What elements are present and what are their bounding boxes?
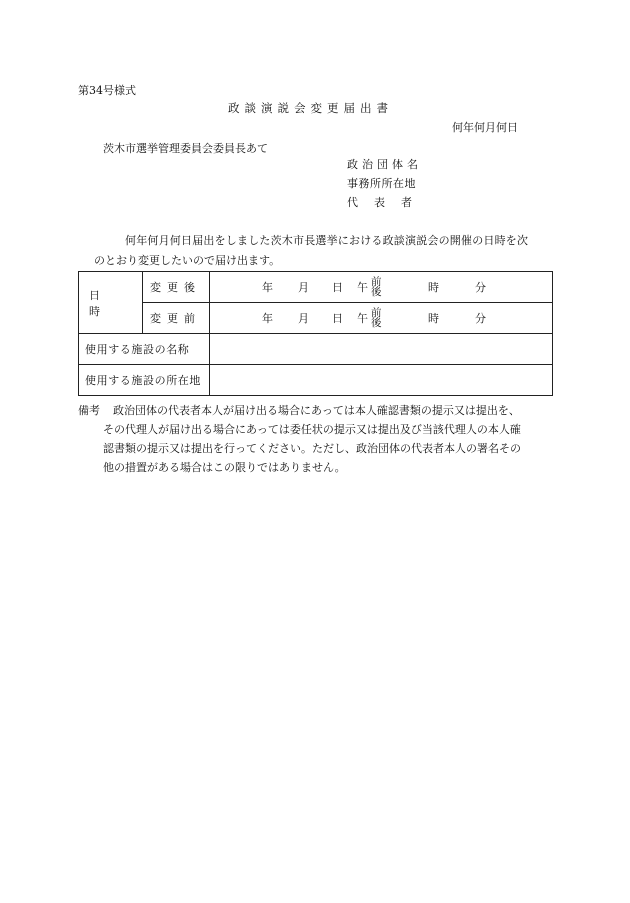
submission-date: 何年何月何日 [452,121,518,134]
body-text-line-1: 何年何月何日届出をしました茨木市長選挙における政談演説会の開催の日時を次 [125,234,529,247]
before-change-datetime-field[interactable] [210,303,553,334]
am-option[interactable]: 前 [371,307,382,319]
minute-unit: 分 [475,312,486,325]
remarks-line-2: その代理人が届け出る場合にあっては委任状の提示又は提出及び当該代理人の本人確 [103,423,521,436]
before-change-label: 変更前 [143,303,210,334]
minute-unit: 分 [475,281,486,294]
pm-option[interactable]: 後 [371,286,382,298]
remarks-line-4: 他の措置がある場合はこの限りではありません。 [103,461,346,474]
month-unit: 月 [298,312,309,325]
remarks-heading: 備考 [78,404,100,417]
document-title: 政談演説会変更届出書 [228,101,393,115]
month-unit: 月 [298,281,309,294]
form-number: 第34号様式 [78,84,136,97]
am-option[interactable]: 前 [371,276,382,288]
party-name-label: 政治団体名 [347,158,422,171]
facility-name-label: 使用する施設の名称 [79,334,210,365]
day-unit: 日 [332,312,343,325]
representative-label: 代表者 [347,196,428,209]
am-pm-selector[interactable] [371,308,382,328]
day-unit: 日 [332,281,343,294]
change-form-table [78,271,553,396]
body-text-line-2: のとおり変更したいので届け出ます。 [94,254,281,267]
remarks-line-3: 認書類の提示又は提出を行ってください。ただし、政治団体の代表者本人の署名その [103,442,521,455]
year-unit: 年 [262,281,273,294]
hour-unit: 時 [428,281,439,294]
office-address-label: 事務所所在地 [347,177,416,190]
addressee: 茨木市選挙管理委員会委員長あて [103,142,268,155]
noon-prefix: 午 [357,312,368,325]
noon-prefix: 午 [357,281,368,294]
pm-option[interactable]: 後 [371,317,382,329]
facility-address-field[interactable] [210,365,553,396]
facility-address-label: 使用する施設の所在地 [79,365,210,396]
facility-name-field[interactable] [210,334,553,365]
datetime-label: 日時 [79,272,143,334]
am-pm-selector[interactable] [371,277,382,297]
remarks-line-1: 政治団体の代表者本人が届け出る場合にあっては本人確認書類の提示又は提出を、 [113,404,520,417]
after-change-datetime-field[interactable] [210,272,553,303]
year-unit: 年 [262,312,273,325]
hour-unit: 時 [428,312,439,325]
after-change-label: 変更後 [143,272,210,303]
